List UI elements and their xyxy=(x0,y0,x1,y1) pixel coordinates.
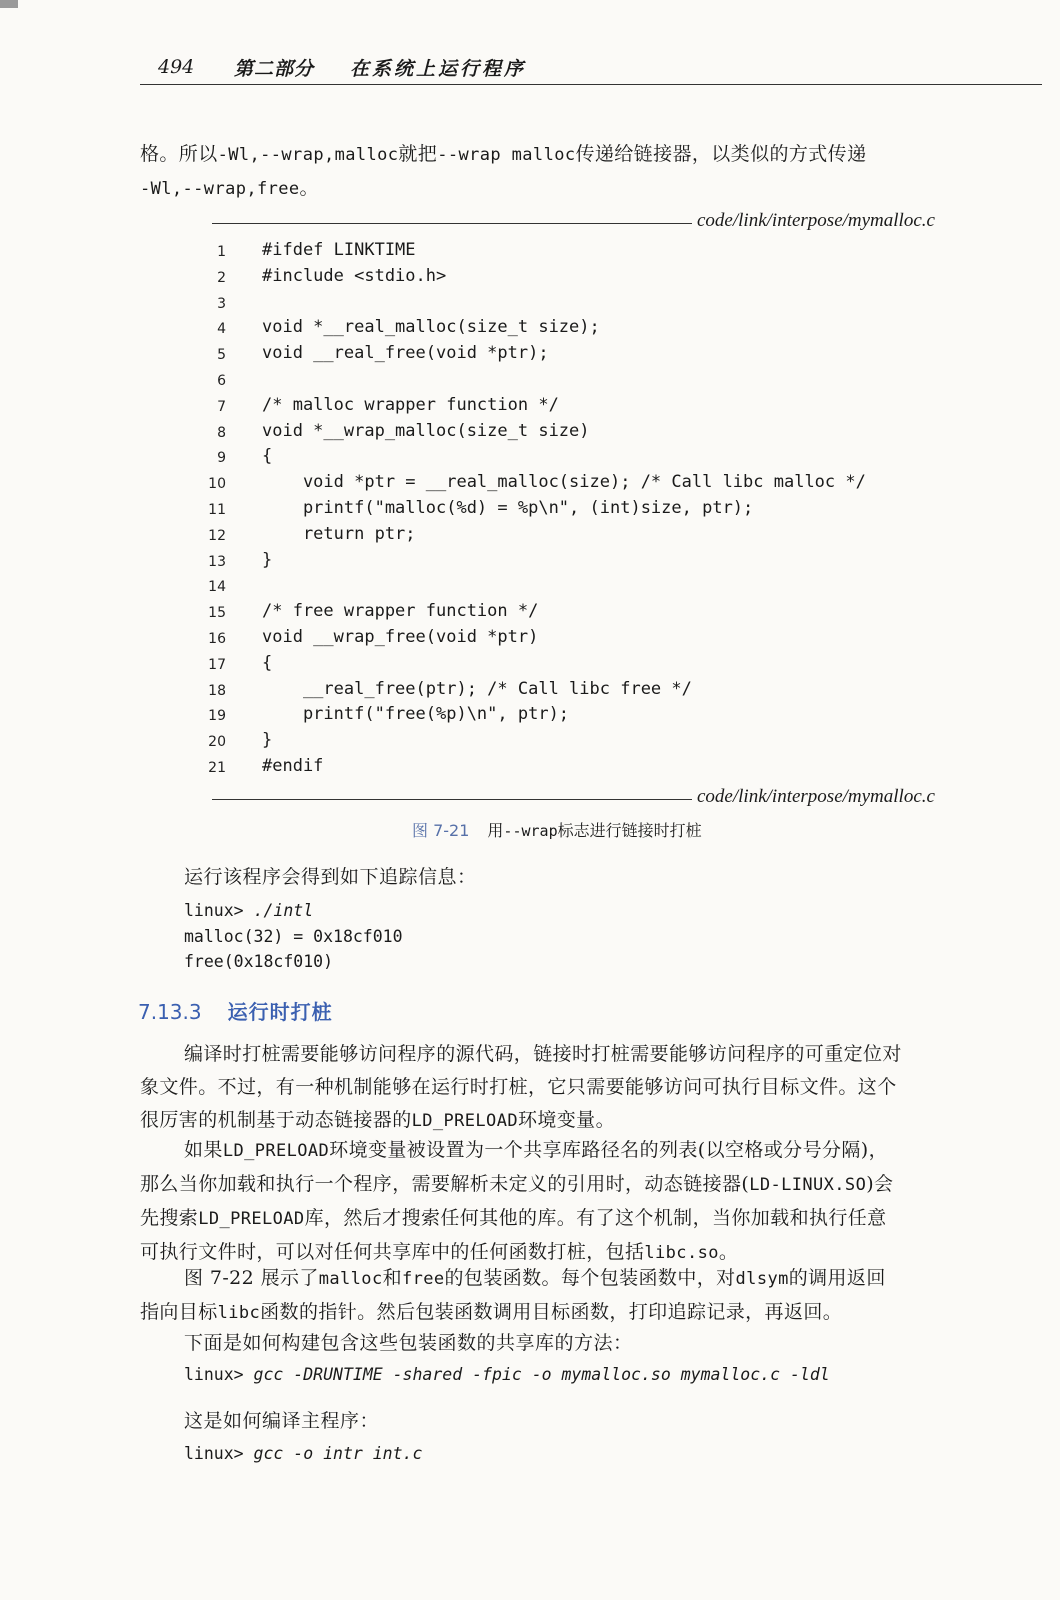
section-heading xyxy=(138,996,333,1025)
paragraph-5: 这是如何编译主程序： xyxy=(184,1410,380,1432)
text: 传递给链接器，以类似的方式传递 xyxy=(575,143,867,165)
trace-line: free(0x18cf010) xyxy=(184,952,334,971)
scan-corner-mark xyxy=(0,0,18,8)
text: 如果 xyxy=(184,1139,223,1161)
code-text: __real_free(ptr); /* Call libc free */ xyxy=(262,678,692,699)
inline-code: LD_PRELOAD xyxy=(198,1209,305,1229)
text: 指向目标 xyxy=(140,1301,218,1323)
line-number: 12 xyxy=(208,527,226,544)
code-text: void __wrap_free(void *ptr) xyxy=(262,626,539,647)
code-line xyxy=(200,238,980,264)
code-line xyxy=(200,264,980,290)
line-number: 1 xyxy=(217,244,226,260)
figure-caption xyxy=(412,818,702,841)
code-line xyxy=(200,522,980,548)
line-number: 4 xyxy=(217,321,226,338)
prompt: linux> xyxy=(184,1444,254,1463)
code-line xyxy=(200,754,980,780)
figure-top-rule xyxy=(212,223,692,224)
code-text: /* malloc wrapper function */ xyxy=(262,394,559,415)
figure-bottom-rule xyxy=(212,799,692,800)
text: 库，然后才搜索任何其他的库。有了这个机制，当你加载和执行任意 xyxy=(304,1207,887,1229)
code-line xyxy=(200,728,980,754)
p3-line-1 xyxy=(140,1262,1042,1296)
text: 的调用返回 xyxy=(788,1267,886,1289)
line-number: 17 xyxy=(208,656,226,673)
code-line xyxy=(200,470,980,496)
code-listing xyxy=(200,238,980,780)
caption-text: 标志进行链接时打桩 xyxy=(557,821,702,840)
text: 。 xyxy=(718,1241,739,1263)
line-number: 3 xyxy=(217,295,226,312)
command: ./intl xyxy=(253,901,314,920)
inline-code: --wrap malloc xyxy=(437,145,576,165)
line-number: 20 xyxy=(208,734,226,751)
inline-code: LD-LINUX.SO xyxy=(749,1175,867,1195)
page-number: 494 xyxy=(158,56,195,78)
code-line xyxy=(200,419,980,445)
figure-top-path: code/link/interpose/mymalloc.c xyxy=(697,210,935,231)
code-text: { xyxy=(262,652,273,673)
trace-line: malloc(32) = 0x18cf010 xyxy=(184,926,403,946)
intro-line-1 xyxy=(140,138,1042,172)
line-number: 16 xyxy=(208,630,226,647)
code-text: printf("free(%p)\n", ptr); xyxy=(262,704,570,725)
text: 环境变量被设置为一个共享库路径名的列表(以空格或分号分隔)， xyxy=(329,1139,888,1161)
code-line xyxy=(200,625,980,651)
code-line xyxy=(200,444,980,470)
code-line xyxy=(200,651,980,677)
line-number: 2 xyxy=(217,269,226,286)
code-text: void *__wrap_malloc(size_t size) xyxy=(262,420,590,441)
running-header xyxy=(140,52,1042,85)
line-number: 8 xyxy=(217,424,226,441)
inline-code: dlsym xyxy=(735,1269,789,1289)
prompt: linux> xyxy=(184,901,254,920)
part-title: 在系统上运行程序 xyxy=(350,58,527,80)
code-line xyxy=(200,315,980,341)
figure-bottom-path: code/link/interpose/mymalloc.c xyxy=(697,786,935,807)
paragraph-3 xyxy=(140,1262,1042,1330)
line-number: 10 xyxy=(208,476,226,493)
text: 先搜索 xyxy=(140,1207,199,1229)
inline-code: LD_PRELOAD xyxy=(411,1111,518,1131)
code-text: #include <stdio.h> xyxy=(262,265,447,286)
line-number: 21 xyxy=(208,759,226,776)
command: gcc -o intr int.c xyxy=(253,1444,423,1463)
code-text: void *__real_malloc(size_t size); xyxy=(262,317,600,338)
trace-command-line xyxy=(184,898,403,924)
code-line xyxy=(200,496,980,522)
text: 那么当你加载和执行一个程序，需要解析未定义的引用时，动态链接器( xyxy=(140,1173,750,1195)
inline-code: -Wl,--wrap,free xyxy=(140,179,300,199)
text: 和 xyxy=(382,1267,402,1289)
code-line xyxy=(200,367,980,393)
inline-code: free xyxy=(401,1269,445,1289)
text: 环境变量。 xyxy=(517,1109,615,1131)
code-line xyxy=(200,599,980,625)
prompt: linux> xyxy=(184,1365,254,1384)
text: 的包装函数。每个包装函数中，对 xyxy=(444,1267,736,1289)
code-line xyxy=(200,677,980,703)
p2-line-1 xyxy=(140,1134,1042,1168)
line-number: 6 xyxy=(217,372,226,389)
build-command xyxy=(184,1362,830,1388)
caption-text: 用 xyxy=(487,821,504,840)
section-number: 7.13.3 xyxy=(138,1000,202,1024)
code-text: #ifdef LINKTIME xyxy=(262,240,416,260)
p2-line-2 xyxy=(140,1168,1042,1202)
code-text: printf("malloc(%d) = %p\n", (int)size, ptr); xyxy=(262,497,754,518)
code-text: return ptr; xyxy=(262,523,416,544)
code-text: #endif xyxy=(262,755,324,776)
run-intro-text: 运行该程序会得到如下追踪信息： xyxy=(184,866,477,888)
paragraph-4: 下面是如何构建包含这些包装函数的共享库的方法： xyxy=(184,1332,633,1354)
p2-line-3 xyxy=(140,1202,1042,1236)
figure-label: 图 7-21 xyxy=(412,821,470,840)
part-label: 第二部分 xyxy=(234,58,315,80)
section-title: 运行时打桩 xyxy=(227,1000,333,1024)
code-line xyxy=(200,393,980,419)
text: 格。所以 xyxy=(140,143,218,165)
caption-code: --wrap xyxy=(503,822,558,840)
code-line xyxy=(200,290,980,316)
code-line xyxy=(200,573,980,599)
p1-line-1: 编译时打桩需要能够访问程序的源代码，链接时打桩需要能够访问程序的可重定位对 xyxy=(184,1043,902,1065)
text: 就把 xyxy=(398,143,438,165)
code-text: { xyxy=(262,446,273,467)
code-text: } xyxy=(262,549,273,570)
intro-line-2 xyxy=(140,172,1042,206)
command: gcc -DRUNTIME -shared -fpic -o mymalloc.so mymalloc.c -ldl xyxy=(253,1365,830,1384)
intro-paragraph xyxy=(140,138,1042,206)
line-number: 13 xyxy=(208,553,226,570)
line-number: 15 xyxy=(208,605,226,622)
line-number: 18 xyxy=(208,682,226,699)
line-number: 11 xyxy=(208,501,226,518)
line-number: 14 xyxy=(208,579,226,596)
line-number: 9 xyxy=(217,450,226,467)
code-text: /* free wrapper function */ xyxy=(262,601,539,622)
code-line xyxy=(200,548,980,574)
code-text: void *ptr = __real_malloc(size); /* Call libc malloc */ xyxy=(262,472,866,493)
paragraph-1 xyxy=(140,1038,1042,1138)
text: 。 xyxy=(299,177,319,199)
code-line xyxy=(200,341,980,367)
code-text: void __real_free(void *ptr); xyxy=(262,343,549,364)
text: 很厉害的机制基于动态链接器的 xyxy=(140,1109,412,1131)
code-line xyxy=(200,702,980,728)
inline-code: libc.so xyxy=(644,1243,719,1263)
compile-command xyxy=(184,1441,422,1467)
inline-code: libc xyxy=(217,1303,261,1323)
line-number: 19 xyxy=(208,708,226,725)
text: 可执行文件时，可以对任何共享库中的任何函数打桩，包括 xyxy=(140,1241,645,1263)
line-number: 5 xyxy=(217,347,226,364)
p1-line-3 xyxy=(140,1104,1042,1138)
trace-output xyxy=(184,898,403,975)
inline-code: malloc xyxy=(318,1269,383,1289)
code-text: } xyxy=(262,730,273,751)
text: 函数的指针。然后包装函数调用目标函数，打印追踪记录，再返回。 xyxy=(260,1301,843,1323)
inline-code: -Wl,--wrap,malloc xyxy=(217,145,399,165)
line-number: 7 xyxy=(217,398,226,415)
text: )会 xyxy=(866,1173,894,1195)
text: 图 7-22 展示了 xyxy=(184,1267,319,1289)
inline-code: LD_PRELOAD xyxy=(222,1141,330,1161)
paragraph-2 xyxy=(140,1134,1042,1270)
p1-line-2: 象文件。不过，有一种机制能够在运行时打桩，它只需要能够访问可执行目标文件。这个 xyxy=(140,1076,897,1098)
p3-line-2 xyxy=(140,1296,1042,1330)
